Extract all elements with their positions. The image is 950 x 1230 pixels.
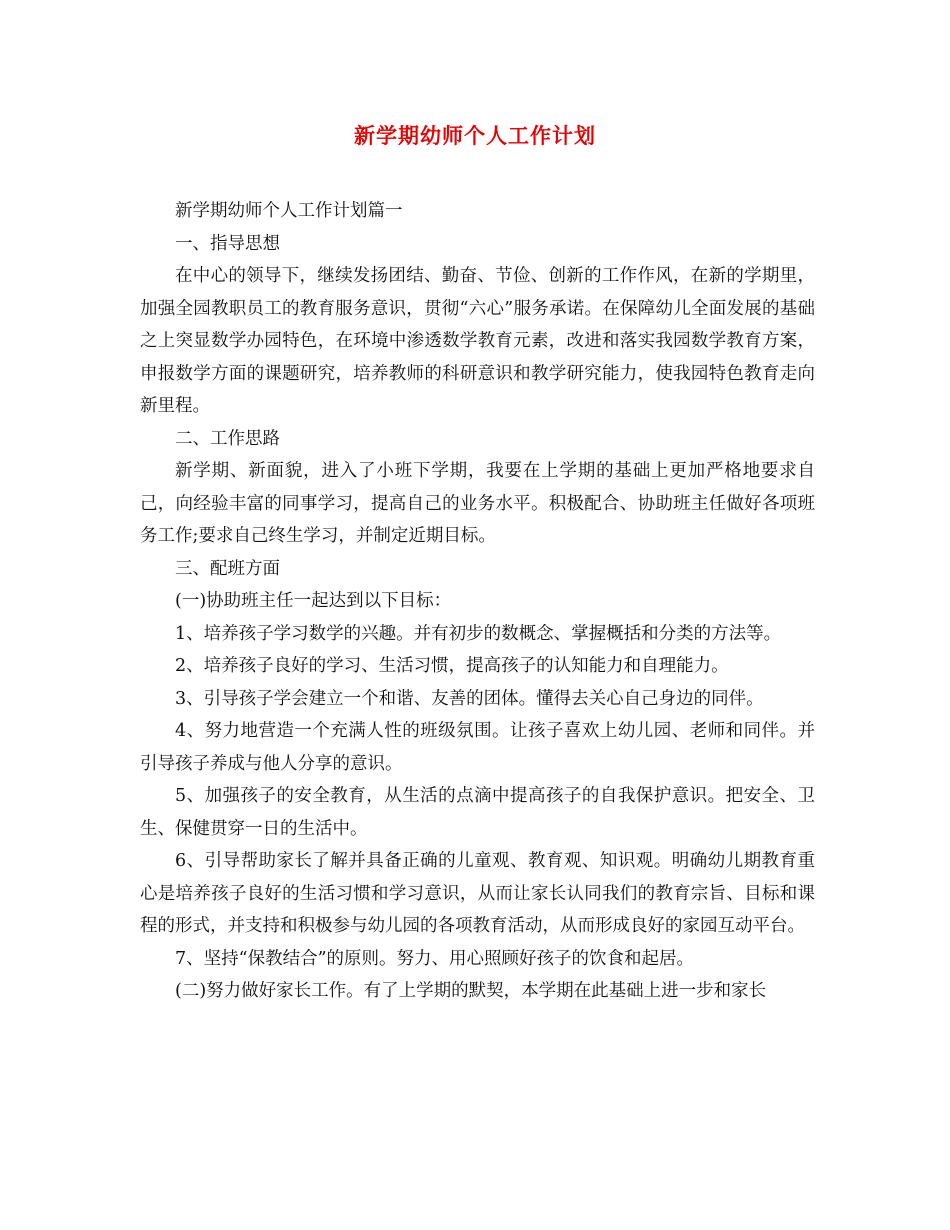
list-item-goal-6: 6、引导帮助家长了解并具备正确的儿童观、教育观、知识观。明确幼儿期教育重心是培养孩子良好的生活习惯和学习意识，从而让家长认同我们的教育宗旨、目标和课程的形式，并支持和积极参与幼儿园的各项教育活动，从而形成良好的家园互动平台。 (140, 851, 815, 936)
list-item-goal-7: 7、坚持“保教结合”的原则。努力、用心照顾好孩子的饮食和起居。 (175, 948, 695, 969)
section-heading-guiding-thought: 一、指导思想 (175, 233, 280, 254)
subsection-heading-goals: (一)协助班主任一起达到以下目标： (175, 591, 452, 611)
list-item-goal-4: 4、努力地营造一个充满人性的班级氛围。让孩子喜欢上幼儿园、老师和同伴。并引导孩子养成与他人分享的意识。 (140, 721, 815, 774)
paragraph-guiding-thought: 在中心的领导下，继续发扬团结、勤奋、节俭、创新的工作作风，在新的学期里，加强全园教职员工的教育服务意识，贯彻“六心”服务承诺。在保障幼儿全面发展的基础之上突显数学办园特色，在环境中渗透数学教育元素，改进和落实我园数学教育方案，申报数学方面的课题研究，培养教师的科研意识和教学研究能力，使我园特色教育走向新里程。 (140, 266, 815, 416)
document-title: 新学期幼师个人工作计划 (354, 123, 596, 148)
section-heading-class-assist: 三、配班方面 (175, 558, 280, 579)
list-item-goal-1: 1、培养孩子学习数学的兴趣。并有初步的数概念、掌握概括和分类的方法等。 (175, 623, 782, 644)
list-item-goal-2: 2、培养孩子良好的学习、生活习惯，提高孩子的认知能力和自理能力。 (175, 656, 729, 676)
paragraph-subtitle: 新学期幼师个人工作计划篇一 (175, 201, 403, 221)
section-heading-work-approach: 二、工作思路 (175, 428, 280, 449)
list-item-goal-5: 5、加强孩子的安全教育，从生活的点滴中提高孩子的自我保护意识。把安全、卫生、保健贯穿一日的生活中。 (140, 786, 815, 839)
document-body (140, 195, 815, 1008)
list-item-goal-3: 3、引导孩子学会建立一个和谐、友善的团体。懂得去关心自己身边的同伴。 (175, 688, 764, 709)
paragraph-work-approach: 新学期、新面貌，进入了小班下学期，我要在上学期的基础上更加严格地要求自己，向经验丰富的同事学习，提高自己的业务水平。积极配合、协助班主任做好各项班务工作;要求自己终生学习，并制定近期目标。 (140, 461, 815, 546)
subsection-parent-work: (二)努力做好家长工作。有了上学期的默契，本学期在此基础上进一步和家长 (175, 981, 767, 1001)
